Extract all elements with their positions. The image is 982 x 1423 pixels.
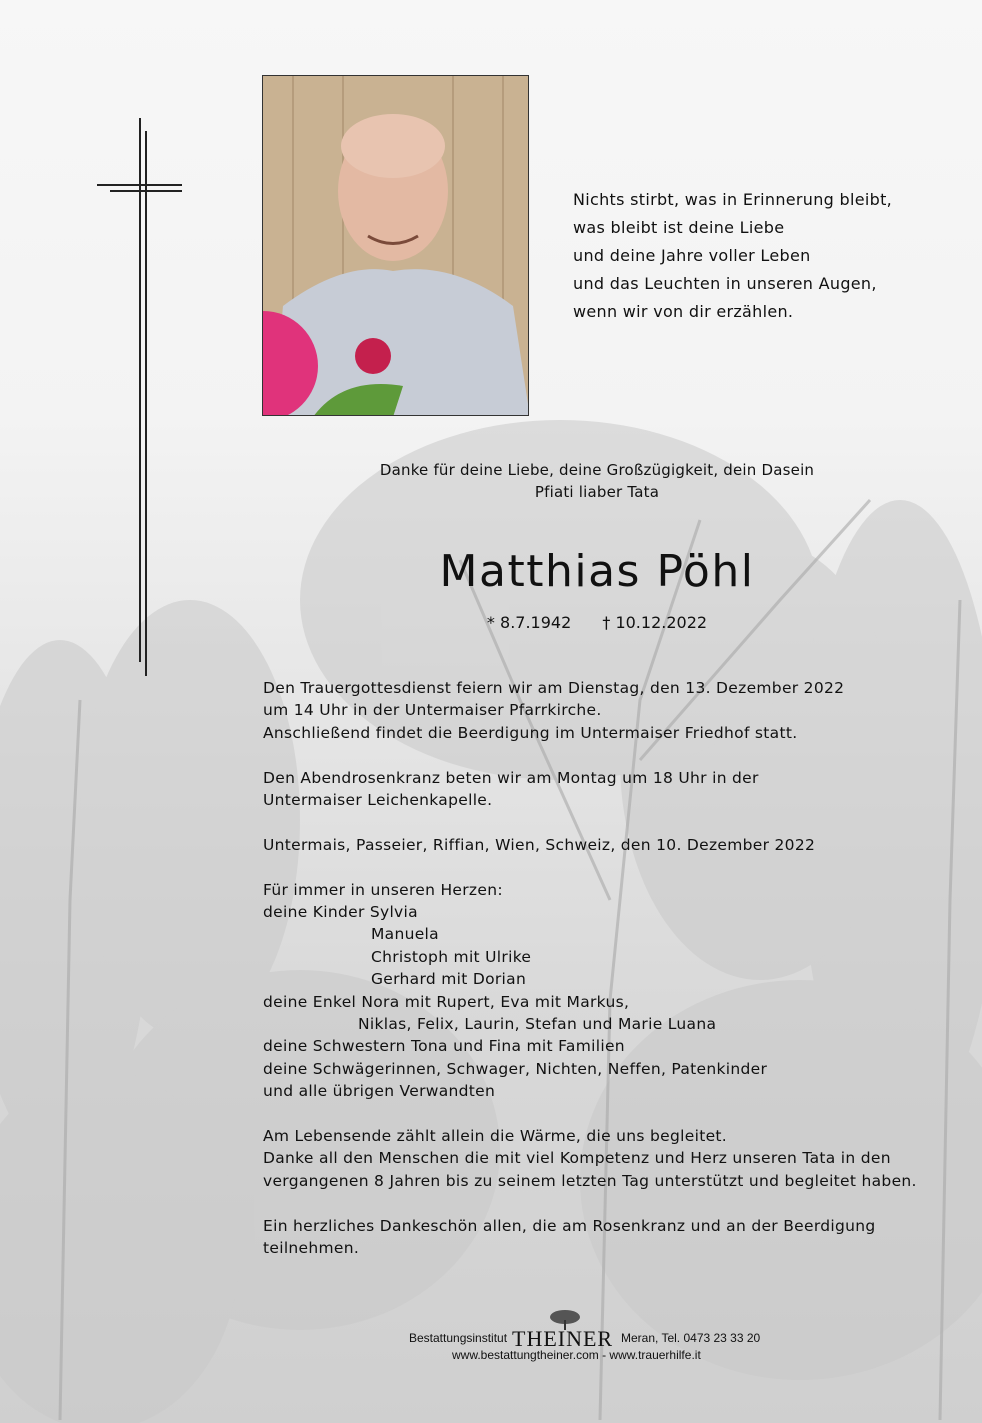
rosary-line: Untermaiser Leichenkapelle. — [263, 791, 493, 810]
life-dates — [262, 611, 932, 635]
footer-contact: Meran, Tel. 0473 23 33 20 — [621, 1331, 761, 1345]
thanks-line: Pfiati liaber Tata — [534, 483, 660, 501]
thanks-text — [262, 459, 932, 503]
footer-brand: THEINER — [512, 1326, 614, 1351]
relatives-line: deine Schwestern Tona und Fina mit Familien — [263, 1037, 625, 1056]
footer-websites: www.bestattungtheiner.com - www.trauerhilfe.it — [452, 1348, 701, 1362]
final-line: teilnehmen. — [263, 1239, 360, 1258]
children-line: Manuela — [371, 925, 439, 944]
portrait-photo — [262, 75, 529, 416]
service-line: Den Trauergottesdienst feiern wir am Dienstag, den 13. Dezember 2022 — [263, 679, 845, 697]
children-line: Gerhard mit Dorian — [371, 970, 527, 989]
service-line: Anschließend findet die Beerdigung im Untermaiser Friedhof statt. — [263, 723, 798, 742]
cross-vertical-line — [139, 118, 141, 662]
deceased-name: Matthias Pöhl — [439, 546, 755, 597]
family-intro: Für immer in unseren Herzen: — [263, 880, 503, 899]
final-line: Ein herzliches Dankeschön allen, die am Rosenkranz und an der Beerdigung — [263, 1216, 876, 1235]
rosary-line: Den Abendrosenkranz beten wir am Montag um 18 Uhr in der — [263, 768, 759, 787]
closing-line: Am Lebensende zählt allein die Wärme, die uns begleitet. — [263, 1127, 728, 1146]
service-line: um 14 Uhr in der Untermaiser Pfarrkirche. — [263, 701, 602, 720]
poem-line: was bleibt ist deine Liebe — [573, 218, 785, 237]
death-date: † 10.12.2022 — [602, 613, 708, 632]
thanks-line: Danke für deine Liebe, deine Großzügigkeit, dein Dasein — [379, 461, 815, 479]
closing-line: Danke all den Menschen die mit viel Kompetenz und Herz unseren Tata in den — [263, 1149, 891, 1168]
cross-horizontal-line-2 — [110, 190, 182, 192]
memorial-poem — [573, 186, 953, 326]
poem-line: und deine Jahre voller Leben — [573, 246, 811, 265]
poem-line: wenn wir von dir erzählen. — [573, 302, 794, 321]
poem-line: Nichts stirbt, was in Erinnerung bleibt, — [573, 190, 893, 209]
birth-date: * 8.7.1942 — [486, 613, 572, 632]
cross-horizontal-line — [97, 184, 182, 186]
poem-line: und das Leuchten in unseren Augen, — [573, 274, 877, 293]
footer-prefix: Bestattungsinstitut — [409, 1331, 508, 1345]
closing-line: vergangenen 8 Jahren bis zu seinem letzten Tag unterstützt und begleitet haben. — [263, 1171, 917, 1190]
grandchildren-line: deine Enkel Nora mit Rupert, Eva mit Markus, — [263, 992, 630, 1011]
children-line: deine Kinder Sylvia — [263, 903, 418, 922]
children-line: Christoph mit Ulrike — [371, 947, 532, 966]
relatives-line: deine Schwägerinnen, Schwager, Nichten, Neffen, Patenkinder — [263, 1059, 768, 1078]
grandchildren-line: Niklas, Felix, Laurin, Stefan und Marie Luana — [358, 1015, 717, 1034]
cross-vertical-line-2 — [145, 131, 147, 676]
place-date: Untermais, Passeier, Riffian, Wien, Schweiz, den 10. Dezember 2022 — [263, 835, 816, 854]
relatives-line: und alle übrigen Verwandten — [263, 1082, 496, 1101]
obituary-body — [263, 677, 943, 1259]
